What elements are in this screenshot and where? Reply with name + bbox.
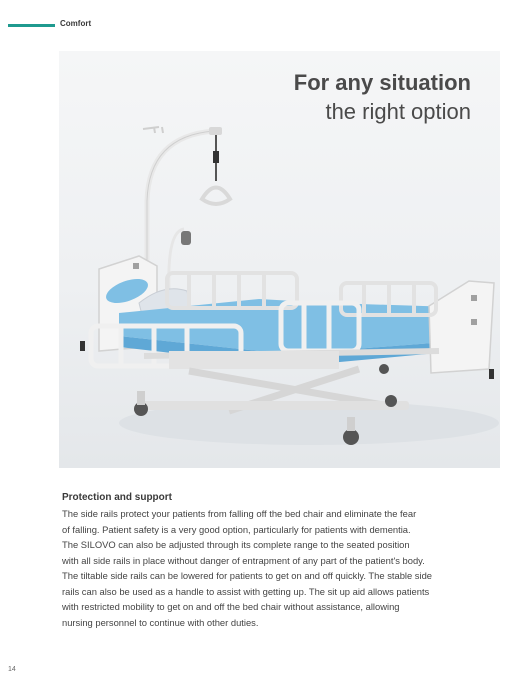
paragraph-line: with all side rails in place without danger of entrapment of any part of the patient's body. (62, 554, 425, 566)
trapeze-arm (147, 131, 219, 281)
hero-subtitle: the right option (325, 99, 471, 124)
lamp-head (181, 231, 191, 245)
paragraph-line: The tiltable side rails can be lowered for patients to get on and off quickly. The stable side (62, 570, 433, 581)
content-heading: Protection and support (62, 492, 172, 503)
paragraph-line: The side rails protect your patients from falling off the bed chair and eliminate the fear (62, 508, 417, 519)
section-label: Comfort (60, 19, 92, 28)
paragraph-line: of falling. Patient safety is a very good option, particularly for patients with dementia. (62, 523, 411, 535)
iv-hook (143, 127, 163, 133)
page-number: 14 (8, 666, 16, 673)
lift-housing (169, 351, 339, 369)
trapeze-clamp (209, 127, 222, 135)
hero-title: For any situation (293, 70, 471, 95)
footboard (429, 281, 494, 373)
base-frame (139, 401, 409, 410)
paragraph-line: rails can also be used as a handle to assist with getting up. The sit up aid allows patients (62, 585, 430, 597)
hero-image (59, 51, 500, 468)
section-accent-bar (8, 24, 55, 27)
content-paragraph (62, 506, 462, 630)
trapeze-handle (202, 188, 230, 205)
paragraph-line: with restricted mobility to get on and off the bed chair without assistance, allowing (62, 601, 400, 612)
paragraph-line: The SILOVO can also be adjusted through its complete range to the seated position (62, 539, 410, 550)
paragraph-line: nursing personnel to continue with other duties. (62, 616, 259, 628)
